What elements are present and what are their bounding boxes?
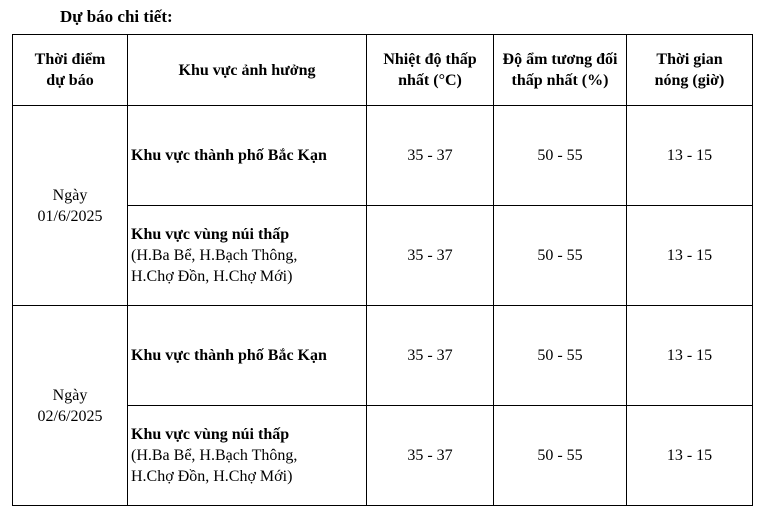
- hot-hours-cell: 13 - 15: [627, 106, 753, 206]
- temperature-cell: 35 - 37: [367, 206, 494, 306]
- hot-hours-cell: 13 - 15: [627, 206, 753, 306]
- table-row: [13, 306, 753, 406]
- table-row: [13, 106, 753, 206]
- humidity-cell: 50 - 55: [494, 106, 627, 206]
- region-cell: Khu vực vùng núi thấp (H.Ba Bể, H.Bạch Thông, H.Chợ Đồn, H.Chợ Mới): [128, 406, 367, 506]
- temperature-cell: 35 - 37: [367, 306, 494, 406]
- forecast-table: [12, 34, 753, 506]
- humidity-cell: 50 - 55: [494, 306, 627, 406]
- temperature-cell: 35 - 37: [367, 106, 494, 206]
- temperature-cell: 35 - 37: [367, 406, 494, 506]
- humidity-cell: 50 - 55: [494, 406, 627, 506]
- header-min-humidity: Độ ẩm tương đối thấp nhất (%): [494, 35, 627, 106]
- region-cell: Khu vực thành phố Bắc Kạn: [128, 106, 367, 206]
- header-affected-area: Khu vực ảnh hưởng: [128, 35, 367, 106]
- region-cell: Khu vực thành phố Bắc Kạn: [128, 306, 367, 406]
- header-row: [13, 35, 753, 106]
- humidity-cell: 50 - 55: [494, 206, 627, 306]
- hot-hours-cell: 13 - 15: [627, 406, 753, 506]
- header-forecast-time: Thời điểm dự báo: [13, 35, 128, 106]
- document-title: Dự báo chi tiết:: [60, 7, 173, 26]
- hot-hours-cell: 13 - 15: [627, 306, 753, 406]
- header-min-temperature: Nhiệt độ thấp nhất (°C): [367, 35, 494, 106]
- header-hot-hours: Thời gian nóng (giờ): [627, 35, 753, 106]
- forecast-date-cell: Ngày 01/6/2025: [13, 106, 128, 306]
- forecast-date-cell: Ngày 02/6/2025: [13, 306, 128, 506]
- region-cell: Khu vực vùng núi thấp (H.Ba Bể, H.Bạch Thông, H.Chợ Đồn, H.Chợ Mới): [128, 206, 367, 306]
